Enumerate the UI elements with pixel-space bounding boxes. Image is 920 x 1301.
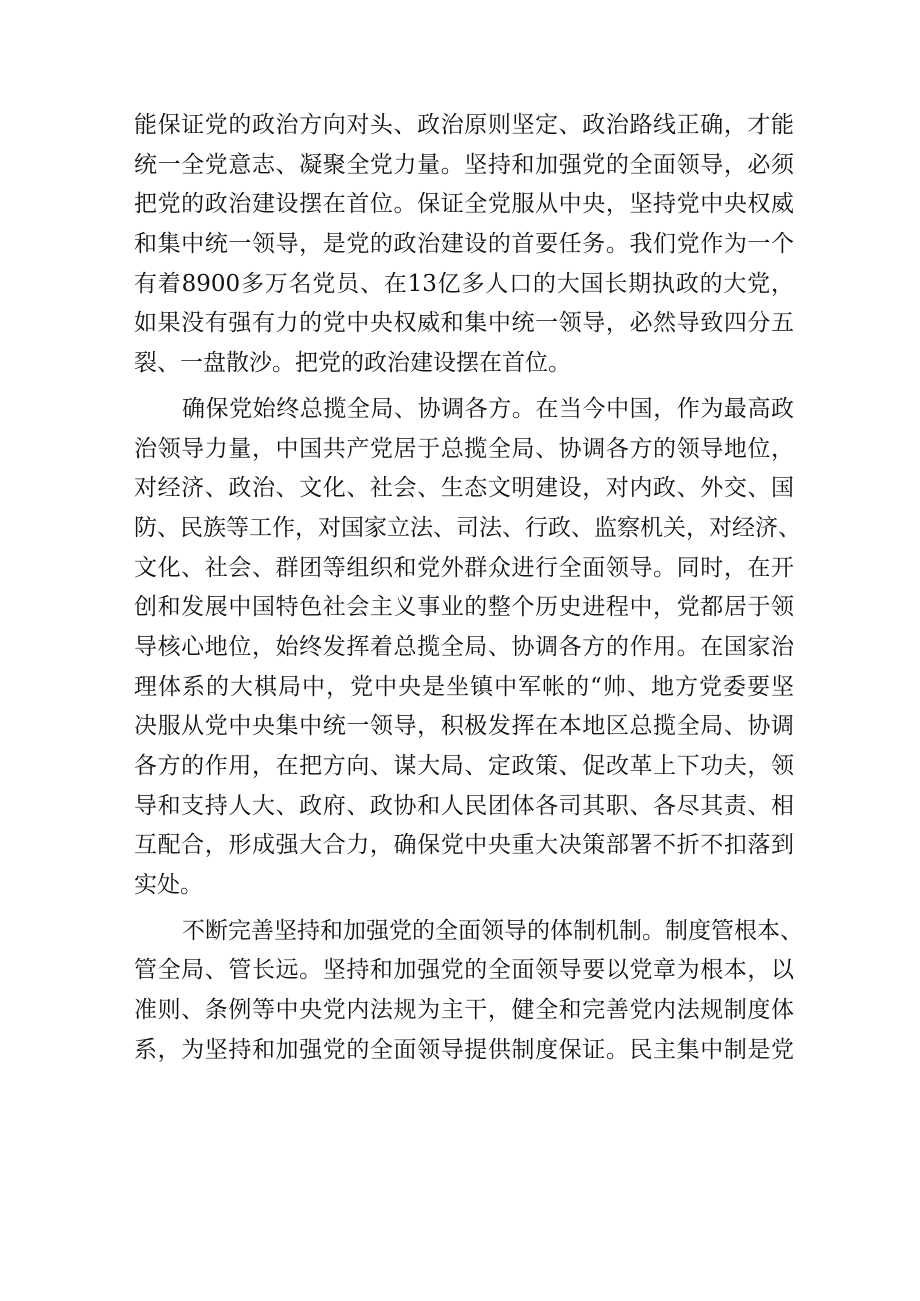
text-line: 确保党始终总揽全局、协调各方。在当今中国，作为最高政 <box>182 395 794 422</box>
text-line: 管全局、管长远。坚持和加强党的全面领导要以党章为根本，以 <box>134 957 794 984</box>
document-body <box>134 106 803 1071</box>
text-line: 统一全党意志、凝聚全党力量。坚持和加强党的全面领导，必须 <box>134 151 794 178</box>
text-line: 准则、条例等中央党内法规为主干，健全和完善党内法规制度体 <box>134 997 794 1024</box>
text-line: 互配合，形成强大合力，确保党中央重大决策部署不折不扣落到 <box>134 832 794 859</box>
text-line: 各方的作用，在把方向、谋大局、定政策、促改革上下功夫，领 <box>134 753 794 779</box>
text-line: 创和发展中国特色社会主义事业的整个历史进程中，党都居于领 <box>134 594 794 621</box>
text-line: 实处。 <box>134 872 203 899</box>
text-line: 有着8900多万名党员、在13亿多人口的大国长期执政的大党， <box>134 270 794 297</box>
text-line: 不断完善坚持和加强党的全面领导的体制机制。制度管根本、 <box>182 917 803 944</box>
paragraph-3 <box>134 912 803 1071</box>
text-line: 导和支持人大、政府、政协和人民团体各司其职、各尽其责、相 <box>134 792 794 819</box>
text-line: 防、民族等工作，对国家立法、司法、行政、监察机关，对经济、 <box>134 514 801 541</box>
text-line: 决服从党中央集中统一领导，积极发挥在本地区总揽全局、协调 <box>134 713 794 740</box>
text-line: 导核心地位，始终发挥着总揽全局、协调各方的作用。在国家治 <box>134 633 794 660</box>
text-line: 理体系的大棋局中，党中央是坐镇中军帐的“帅、地方党委要坚 <box>134 673 794 700</box>
text-line: 裂、一盘散沙。把党的政治建设摆在首位。 <box>134 350 571 377</box>
text-line: 对经济、政治、文化、社会、生态文明建设，对内政、外交、国 <box>134 475 794 502</box>
text-line: 能保证党的政治方向对头、政治原则坚定、政治路线正确，才能 <box>134 112 794 138</box>
paragraph-1 <box>134 106 794 384</box>
text-line: 把党的政治建设摆在首位。保证全党服从中央，坚持党中央权威 <box>134 191 794 218</box>
paragraph-2 <box>134 390 801 906</box>
text-line: 和集中统一领导，是党的政治建设的首要任务。我们党作为一个 <box>134 231 794 258</box>
text-line: 系，为坚持和加强党的全面领导提供制度保证。民主集中制是党 <box>134 1036 794 1063</box>
text-line: 如果没有强有力的党中央权威和集中统一领导，必然导致四分五 <box>134 310 794 337</box>
text-line: 治领导力量，中国共产党居于总揽全局、协调各方的领导地位， <box>134 435 794 462</box>
text-line: 文化、社会、群团等组织和党外群众进行全面领导。同时，在开 <box>134 554 794 581</box>
